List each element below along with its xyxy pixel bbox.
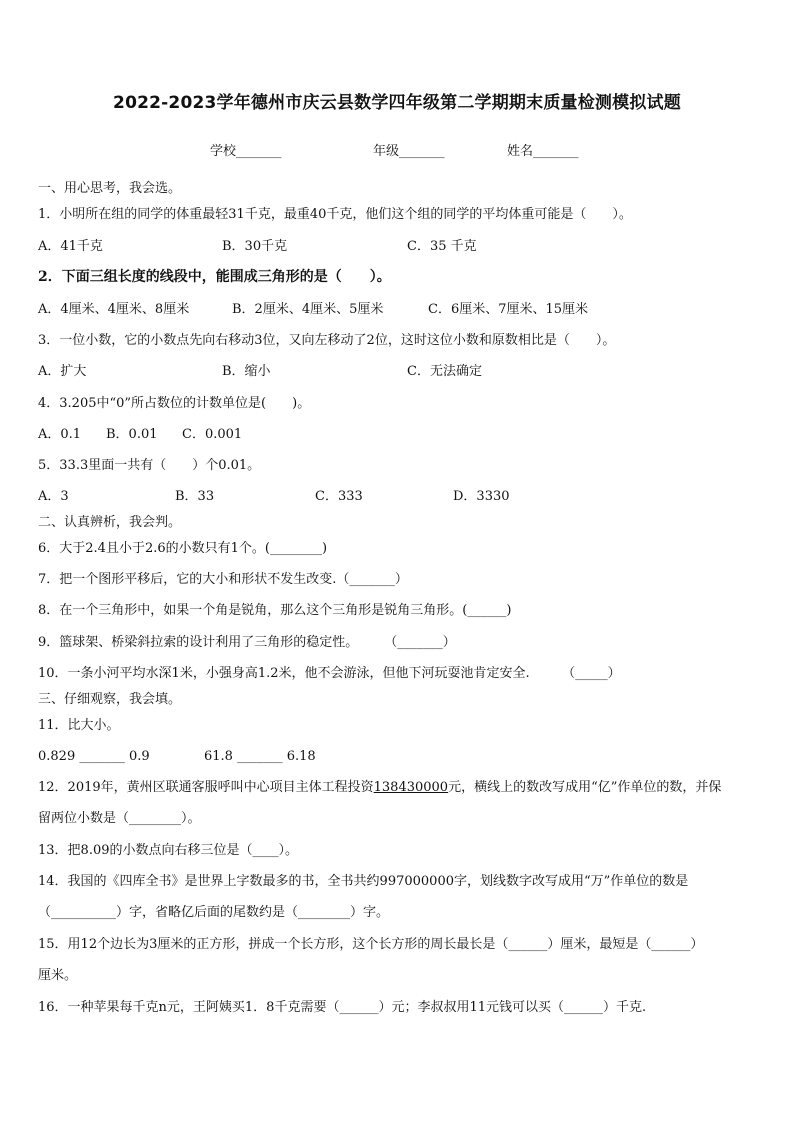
question-14-line-1: 14．我国的《四库全书》是世界上字数最多的书，全书共约997000000字，划线数字改写成用“万”作单位的数是 xyxy=(38,874,689,889)
page-title: 2022-2023学年德州市庆云县数学四年级第二学期期末质量检测模拟试题 xyxy=(113,93,681,113)
q2-option-b: B．2厘米、4厘米、5厘米 xyxy=(232,302,384,317)
q12-underlined-number: 138430000 xyxy=(373,780,449,795)
question-6: 6．大于2.4且小于2.6的小数只有1个。(________) xyxy=(38,541,328,556)
question-15-line-1: 15．用12个边长为3厘米的正方形，拼成一个长方形，这个长方形的周长最长是（______）厘米，最短是（______） xyxy=(38,937,704,952)
q3-option-a: A．扩大 xyxy=(38,364,87,379)
q4-option-a: A．0.1 xyxy=(38,427,82,442)
question-10: 10．一条小河平均水深1米，小强身高1.2米，他不会游泳，但他下河玩耍池肯定安全. （_____） xyxy=(38,666,621,681)
q3-option-c: C．无法确定 xyxy=(407,364,482,379)
q5-option-d: D．3330 xyxy=(453,489,510,504)
question-16: 16．一种苹果每千克n元，王阿姨买1．8千克需要（______）元；李叔叔用11元钱可以买（______）千克. xyxy=(38,1000,647,1015)
question-9: 9．篮球架、桥梁斜拉索的设计利用了三角形的稳定性。 （_______） xyxy=(38,635,456,650)
grade-field: 年级_______ xyxy=(373,144,445,159)
q12-suffix: 元，横线上的数改写成用“亿”作单位的数，并保 xyxy=(448,780,722,795)
q5-option-c: C．333 xyxy=(315,489,363,504)
section-3-heading: 三、仔细观察，我会填。 xyxy=(38,692,182,707)
question-5: 5．33.3里面一共有（ ）个0.01。 xyxy=(38,458,261,473)
q1-option-a: A．41千克 xyxy=(38,239,103,254)
section-2-heading: 二、认真辨析，我会判。 xyxy=(38,515,182,530)
q11-compare-left: 0.829 _______ 0.9 xyxy=(38,749,150,764)
section-1-heading: 一、用心思考，我会选。 xyxy=(38,181,182,196)
q2-option-a: A．4厘米、4厘米、8厘米 xyxy=(38,302,190,317)
q4-option-c: C．0.001 xyxy=(182,427,243,442)
question-12-line-2: 留两位小数是（________）。 xyxy=(38,811,201,826)
q1-option-c: C．35 千克 xyxy=(407,239,477,254)
q2-option-c: C．6厘米、7厘米、15厘米 xyxy=(428,302,589,317)
q11-compare-right: 61.8 _______ 6.18 xyxy=(204,749,316,764)
q3-option-b: B．缩小 xyxy=(222,364,271,379)
question-15-line-2: 厘米。 xyxy=(38,968,78,983)
question-7: 7．把一个图形平移后，它的大小和形状不发生改变.（_______） xyxy=(38,572,408,587)
school-field: 学校_______ xyxy=(210,144,282,159)
question-3: 3．一位小数，它的小数点先向右移动3位，又向左移动了2位，这时这位小数和原数相比是（ ）。 xyxy=(38,333,616,348)
name-field: 姓名_______ xyxy=(507,144,579,159)
question-4: 4．3.205中“0”所占数位的计数单位是( )。 xyxy=(38,396,311,411)
q5-option-b: B．33 xyxy=(175,489,215,504)
question-1: 1．小明所在组的同学的体重最轻31千克，最重40千克，他们这个组的同学的平均体重可能是（ ）。 xyxy=(38,207,632,222)
question-11: 11．比大小。 xyxy=(38,718,120,733)
question-12-line-1 xyxy=(38,779,721,797)
question-2: 2．下面三组长度的线段中，能围成三角形的是（ ）。 xyxy=(38,269,391,285)
q12-prefix: 12．2019年，黄州区联通客服呼叫中心项目主体工程投资 xyxy=(38,780,374,795)
q5-option-a: A．3 xyxy=(38,489,69,504)
q4-option-b: B．0.01 xyxy=(106,427,158,442)
question-8: 8．在一个三角形中，如果一个角是锐角，那么这个三角形是锐角三角形。(______) xyxy=(38,603,512,618)
q1-option-b: B．30千克 xyxy=(222,239,288,254)
question-13: 13．把8.09的小数点向右移三位是（____）。 xyxy=(38,843,298,858)
question-14-line-2: （__________）字，省略亿后面的尾数约是（________）字。 xyxy=(38,905,390,920)
